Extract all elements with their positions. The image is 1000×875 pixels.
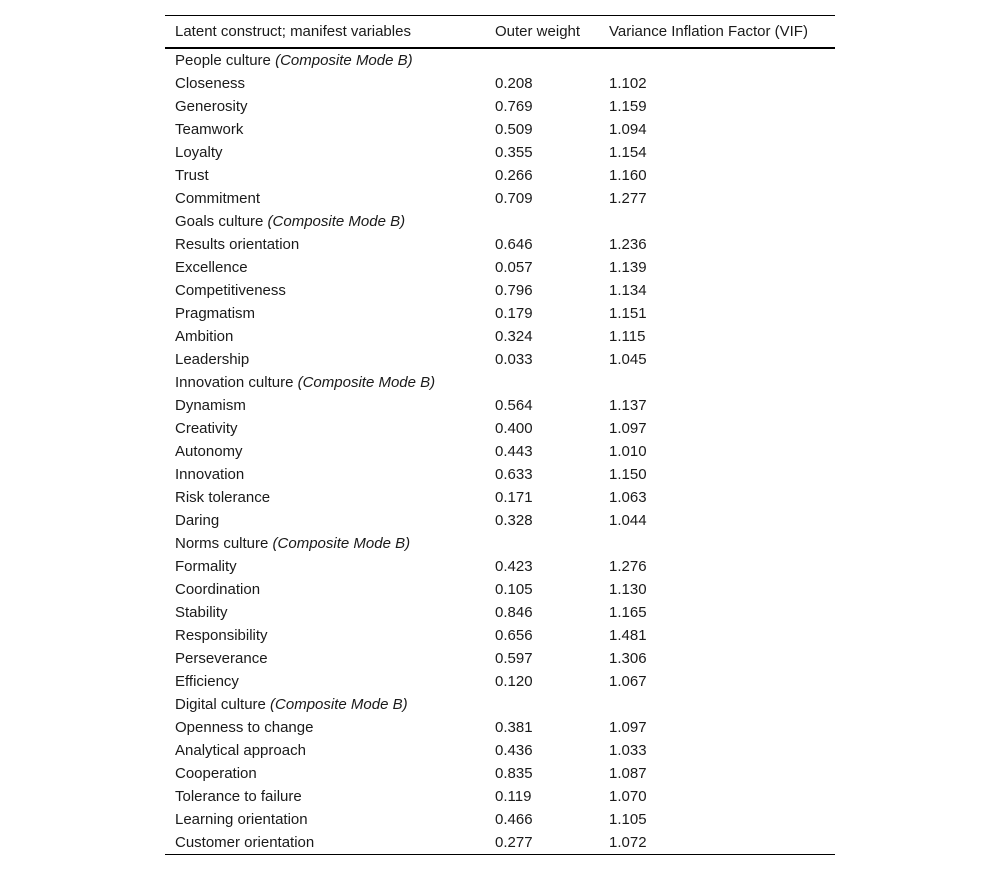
table-row bbox=[165, 463, 835, 486]
outer-weight-cell: 0.846 bbox=[495, 603, 533, 621]
variable-cell: Ambition bbox=[175, 327, 234, 345]
outer-weight-cell: 0.466 bbox=[495, 810, 533, 828]
vif-cell: 1.236 bbox=[609, 235, 647, 253]
outer-weight-cell: 0.423 bbox=[495, 557, 533, 575]
variable-cell: Tolerance to failure bbox=[175, 787, 302, 805]
vif-cell: 1.097 bbox=[609, 419, 647, 437]
variable-cell: Formality bbox=[175, 557, 237, 575]
table-row bbox=[165, 647, 835, 670]
outer-weight-cell: 0.769 bbox=[495, 97, 533, 115]
header-outer-weight: Outer weight bbox=[485, 16, 599, 48]
vif-cell: 1.160 bbox=[609, 166, 647, 184]
table-row bbox=[165, 509, 835, 532]
group-name: Innovation culture bbox=[175, 373, 294, 391]
vif-cell: 1.154 bbox=[609, 143, 647, 161]
table-row bbox=[165, 187, 835, 210]
variable-cell: Dynamism bbox=[175, 396, 246, 414]
outer-weight-cell: 0.208 bbox=[495, 74, 533, 92]
outer-weight-cell: 0.436 bbox=[495, 741, 533, 759]
table-row bbox=[165, 762, 835, 785]
table-row bbox=[165, 417, 835, 440]
table-row bbox=[165, 279, 835, 302]
table-body bbox=[165, 48, 835, 855]
variable-cell: Coordination bbox=[175, 580, 261, 598]
group-row bbox=[165, 48, 835, 72]
table-row bbox=[165, 233, 835, 256]
group-mode: (Composite Mode B) bbox=[267, 212, 406, 230]
outer-weight-cell: 0.119 bbox=[495, 787, 532, 805]
vif-cell: 1.067 bbox=[609, 672, 647, 690]
outer-weight-cell: 0.277 bbox=[485, 831, 599, 855]
outer-weight-cell: 0.633 bbox=[495, 465, 533, 483]
outer-weight-cell: 0.266 bbox=[495, 166, 533, 184]
group-label-cell bbox=[165, 210, 835, 233]
variable-cell: Responsibility bbox=[175, 626, 268, 644]
vif-cell: 1.137 bbox=[609, 396, 647, 414]
vif-cell: 1.070 bbox=[609, 787, 647, 805]
outer-weights-table bbox=[165, 15, 835, 855]
table-row bbox=[165, 256, 835, 279]
table-row bbox=[165, 325, 835, 348]
vif-cell: 1.105 bbox=[609, 810, 647, 828]
vif-cell: 1.139 bbox=[609, 258, 647, 276]
variable-cell: Learning orientation bbox=[175, 810, 308, 828]
group-label-cell bbox=[165, 693, 835, 716]
table-container bbox=[165, 15, 835, 855]
variable-cell: Competitiveness bbox=[175, 281, 286, 299]
outer-weight-cell: 0.656 bbox=[495, 626, 533, 644]
group-mode: (Composite Mode B) bbox=[275, 51, 413, 69]
vif-cell: 1.094 bbox=[609, 120, 647, 138]
variable-cell: Risk tolerance bbox=[175, 488, 271, 506]
header-row bbox=[165, 16, 835, 48]
group-mode: (Composite Mode B) bbox=[297, 373, 436, 391]
variable-cell: Generosity bbox=[175, 97, 248, 115]
vif-cell: 1.097 bbox=[609, 718, 647, 736]
table-row bbox=[165, 95, 835, 118]
outer-weight-cell: 0.646 bbox=[495, 235, 533, 253]
group-row bbox=[165, 693, 835, 716]
variable-cell: Daring bbox=[175, 511, 220, 529]
table-row bbox=[165, 601, 835, 624]
outer-weight-cell: 0.709 bbox=[495, 189, 533, 207]
group-label-cell bbox=[165, 48, 835, 72]
table-row bbox=[165, 141, 835, 164]
variable-cell: Cooperation bbox=[175, 764, 257, 782]
vif-cell: 1.072 bbox=[599, 831, 835, 855]
table-row bbox=[165, 555, 835, 578]
outer-weight-cell: 0.796 bbox=[495, 281, 533, 299]
variable-cell: Innovation bbox=[175, 465, 245, 483]
table-row bbox=[165, 440, 835, 463]
group-mode: (Composite Mode B) bbox=[270, 695, 408, 713]
group-row bbox=[165, 532, 835, 555]
outer-weight-cell: 0.400 bbox=[495, 419, 533, 437]
group-name: Goals culture bbox=[175, 212, 264, 230]
table-row bbox=[165, 785, 835, 808]
outer-weight-cell: 0.033 bbox=[495, 350, 533, 368]
variable-cell: Results orientation bbox=[175, 235, 300, 253]
table-row bbox=[165, 72, 835, 95]
group-name: Digital culture bbox=[175, 695, 266, 713]
vif-cell: 1.277 bbox=[609, 189, 647, 207]
variable-cell: Leadership bbox=[175, 350, 250, 368]
vif-cell: 1.033 bbox=[609, 741, 647, 759]
vif-cell: 1.087 bbox=[609, 764, 647, 782]
variable-cell: Autonomy bbox=[175, 442, 243, 460]
group-name: People culture bbox=[175, 51, 271, 69]
table-row bbox=[165, 394, 835, 417]
outer-weight-cell: 0.120 bbox=[495, 672, 533, 690]
outer-weight-cell: 0.328 bbox=[495, 511, 533, 529]
group-label-cell bbox=[165, 371, 835, 394]
variable-cell: Trust bbox=[175, 166, 209, 184]
vif-cell: 1.159 bbox=[609, 97, 647, 115]
outer-weight-cell: 0.381 bbox=[495, 718, 533, 736]
header-vif: Variance Inflation Factor (VIF) bbox=[599, 16, 835, 48]
group-row bbox=[165, 371, 835, 394]
table-row bbox=[165, 302, 835, 325]
variable-cell: Customer orientation bbox=[165, 831, 485, 855]
variable-cell: Loyalty bbox=[175, 143, 223, 161]
outer-weight-cell: 0.835 bbox=[495, 764, 533, 782]
table-row bbox=[165, 348, 835, 371]
variable-cell: Analytical approach bbox=[175, 741, 306, 759]
outer-weight-cell: 0.443 bbox=[495, 442, 533, 460]
table-row bbox=[165, 670, 835, 693]
variable-cell: Excellence bbox=[175, 258, 248, 276]
variable-cell: Teamwork bbox=[175, 120, 244, 138]
vif-cell: 1.306 bbox=[609, 649, 647, 667]
table-row bbox=[165, 164, 835, 187]
group-name: Norms culture bbox=[175, 534, 269, 552]
table-row bbox=[165, 808, 835, 831]
variable-cell: Pragmatism bbox=[175, 304, 256, 322]
vif-cell: 1.063 bbox=[609, 488, 647, 506]
vif-cell: 1.165 bbox=[609, 603, 647, 621]
outer-weight-cell: 0.324 bbox=[495, 327, 533, 345]
vif-cell: 1.481 bbox=[609, 626, 647, 644]
table-row bbox=[165, 739, 835, 762]
vif-cell: 1.150 bbox=[609, 465, 647, 483]
outer-weight-cell: 0.057 bbox=[495, 258, 533, 276]
outer-weight-cell: 0.509 bbox=[495, 120, 533, 138]
outer-weight-cell: 0.355 bbox=[495, 143, 533, 161]
table-row bbox=[165, 118, 835, 141]
variable-cell: Closeness bbox=[175, 74, 246, 92]
vif-cell: 1.044 bbox=[609, 511, 647, 529]
table-header bbox=[165, 16, 835, 48]
variable-cell: Commitment bbox=[175, 189, 261, 207]
vif-cell: 1.045 bbox=[609, 350, 647, 368]
outer-weight-cell: 0.179 bbox=[495, 304, 533, 322]
variable-cell: Stability bbox=[175, 603, 228, 621]
group-label-cell bbox=[165, 532, 835, 555]
outer-weight-cell: 0.564 bbox=[495, 396, 533, 414]
table-row bbox=[165, 578, 835, 601]
vif-cell: 1.010 bbox=[609, 442, 647, 460]
vif-cell: 1.130 bbox=[609, 580, 647, 598]
vif-cell: 1.102 bbox=[609, 74, 647, 92]
vif-cell: 1.276 bbox=[609, 557, 647, 575]
variable-cell: Openness to change bbox=[175, 718, 314, 736]
outer-weight-cell: 0.597 bbox=[495, 649, 533, 667]
header-latent-construct: Latent construct; manifest variables bbox=[165, 16, 485, 48]
variable-cell: Perseverance bbox=[175, 649, 268, 667]
vif-cell: 1.151 bbox=[609, 304, 647, 322]
table-row bbox=[165, 486, 835, 509]
outer-weight-cell: 0.105 bbox=[495, 580, 533, 598]
vif-cell: 1.134 bbox=[609, 281, 647, 299]
table-row bbox=[165, 624, 835, 647]
variable-cell: Efficiency bbox=[175, 672, 239, 690]
variable-cell: Creativity bbox=[175, 419, 238, 437]
outer-weight-cell: 0.171 bbox=[495, 488, 533, 506]
table-row bbox=[165, 831, 835, 855]
group-row bbox=[165, 210, 835, 233]
vif-cell: 1.115 bbox=[609, 327, 646, 345]
table-row bbox=[165, 716, 835, 739]
group-mode: (Composite Mode B) bbox=[272, 534, 411, 552]
